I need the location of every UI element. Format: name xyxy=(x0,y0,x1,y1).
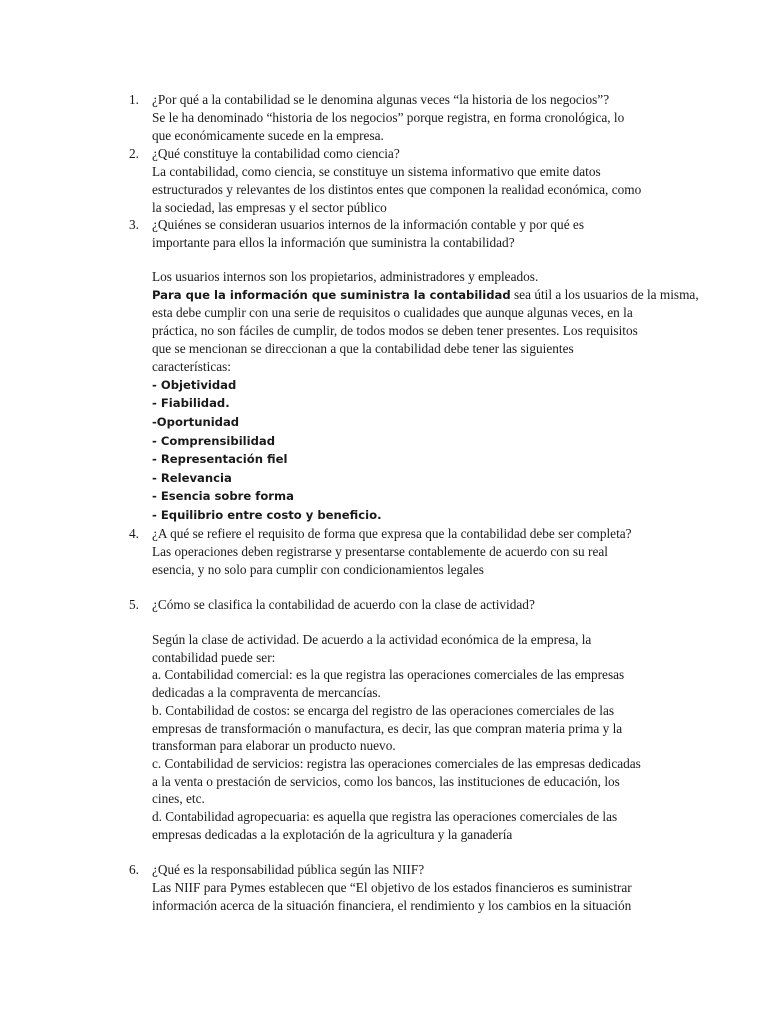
question-number: 6. xyxy=(129,862,139,877)
answer-line-with-bold-lead xyxy=(152,286,699,304)
question-number: 4. xyxy=(129,526,139,541)
answer-line: estructurados y relevantes de los distintos entes que componen la realidad económica, como xyxy=(152,182,642,197)
characteristic-item: - Representación fiel xyxy=(152,452,288,466)
answer-line: c. Contabilidad de servicios: registra las operaciones comerciales de las empresas dedicadas xyxy=(152,756,641,771)
characteristic-item: -Oportunidad xyxy=(152,415,240,429)
question-number: 3. xyxy=(129,217,139,232)
answer-line: b. Contabilidad de costos: se encarga del registro de las operaciones comerciales de las xyxy=(152,703,615,718)
question-text: ¿Qué es la responsabilidad pública según las NIIF? xyxy=(152,862,425,877)
characteristic-item: - Fiabilidad. xyxy=(152,396,230,410)
answer-line: Las operaciones deben registrarse y presentarse contablemente de acuerdo con su real xyxy=(152,544,608,559)
answer-text: sea útil a los usuarios de la misma, xyxy=(510,287,699,302)
answer-line: esencia, y no solo para cumplir con condicionamientos legales xyxy=(152,562,484,577)
question-text: ¿A qué se refiere el requisito de forma que expresa que la contabilidad debe ser completa? xyxy=(152,526,632,541)
answer-line: cines, etc. xyxy=(152,791,205,806)
question-text: ¿Por qué a la contabilidad se le denomina algunas veces “la historia de los negocios”? xyxy=(152,92,610,107)
answer-line: Según la clase de actividad. De acuerdo a la actividad económica de la empresa, la xyxy=(152,632,592,647)
answer-line: práctica, no son fáciles de cumplir, de todos modos se deben tener presentes. Los requisitos xyxy=(152,323,638,338)
answer-line: dedicadas a la compraventa de mercancías. xyxy=(152,685,381,700)
characteristic-item: - Objetividad xyxy=(152,378,237,392)
characteristic-item: - Relevancia xyxy=(152,471,232,485)
answer-line: d. Contabilidad agropecuaria: es aquella que registra las operaciones comerciales de las xyxy=(152,809,618,824)
answer-line: características: xyxy=(152,359,231,374)
answer-line: contabilidad puede ser: xyxy=(152,650,276,665)
answer-line: empresas dedicadas a la explotación de la agricultura y la ganadería xyxy=(152,827,513,842)
question-text: ¿Qué constituye la contabilidad como ciencia? xyxy=(152,146,400,161)
question-text: ¿Quiénes se consideran usuarios internos de la información contable y por qué es xyxy=(152,217,585,232)
answer-line: que económicamente sucede en la empresa. xyxy=(152,128,384,143)
answer-line: a la venta o prestación de servicios, como los bancos, las instituciones de educación, los xyxy=(152,774,620,789)
answer-line: esta debe cumplir con una serie de requisitos o cualidades que aunque algunas veces, en la xyxy=(152,305,633,320)
characteristic-item: - Esencia sobre forma xyxy=(152,489,294,503)
answer-line: Las NIIF para Pymes establecen que “El objetivo de los estados financieros es suministrar xyxy=(152,880,632,895)
answer-line: a. Contabilidad comercial: es la que registra las operaciones comerciales de las empresas xyxy=(152,667,625,682)
question-number: 2. xyxy=(129,146,139,161)
question-number: 5. xyxy=(129,597,139,612)
answer-line: información acerca de la situación financiera, el rendimiento y los cambios en la situación xyxy=(152,898,632,913)
characteristic-item: - Comprensibilidad xyxy=(152,434,276,448)
question-text: ¿Cómo se clasifica la contabilidad de acuerdo con la clase de actividad? xyxy=(152,597,535,612)
bold-lead-text: Para que la información que suministra la contabilidad xyxy=(152,288,511,302)
answer-line: Se le ha denominado “historia de los negocios” porque registra, en forma cronológica, lo xyxy=(152,110,625,125)
question-number: 1. xyxy=(129,92,139,107)
answer-line: transforman para elaborar un producto nuevo. xyxy=(152,738,396,753)
answer-line: Los usuarios internos son los propietarios, administradores y empleados. xyxy=(152,269,539,284)
answer-line: empresas de transformación o manufactura, es decir, las que compran materia prima y la xyxy=(152,721,623,736)
characteristic-item: - Equilibrio entre costo y beneficio. xyxy=(152,508,382,522)
answer-line: que se mencionan se direccionan a que la contabilidad debe tener las siguientes xyxy=(152,341,574,356)
answer-line: la sociedad, las empresas y el sector público xyxy=(152,200,387,215)
answer-line: La contabilidad, como ciencia, se constituye un sistema informativo que emite datos xyxy=(152,164,601,179)
question-text: importante para ellos la información que suministra la contabilidad? xyxy=(152,235,515,250)
